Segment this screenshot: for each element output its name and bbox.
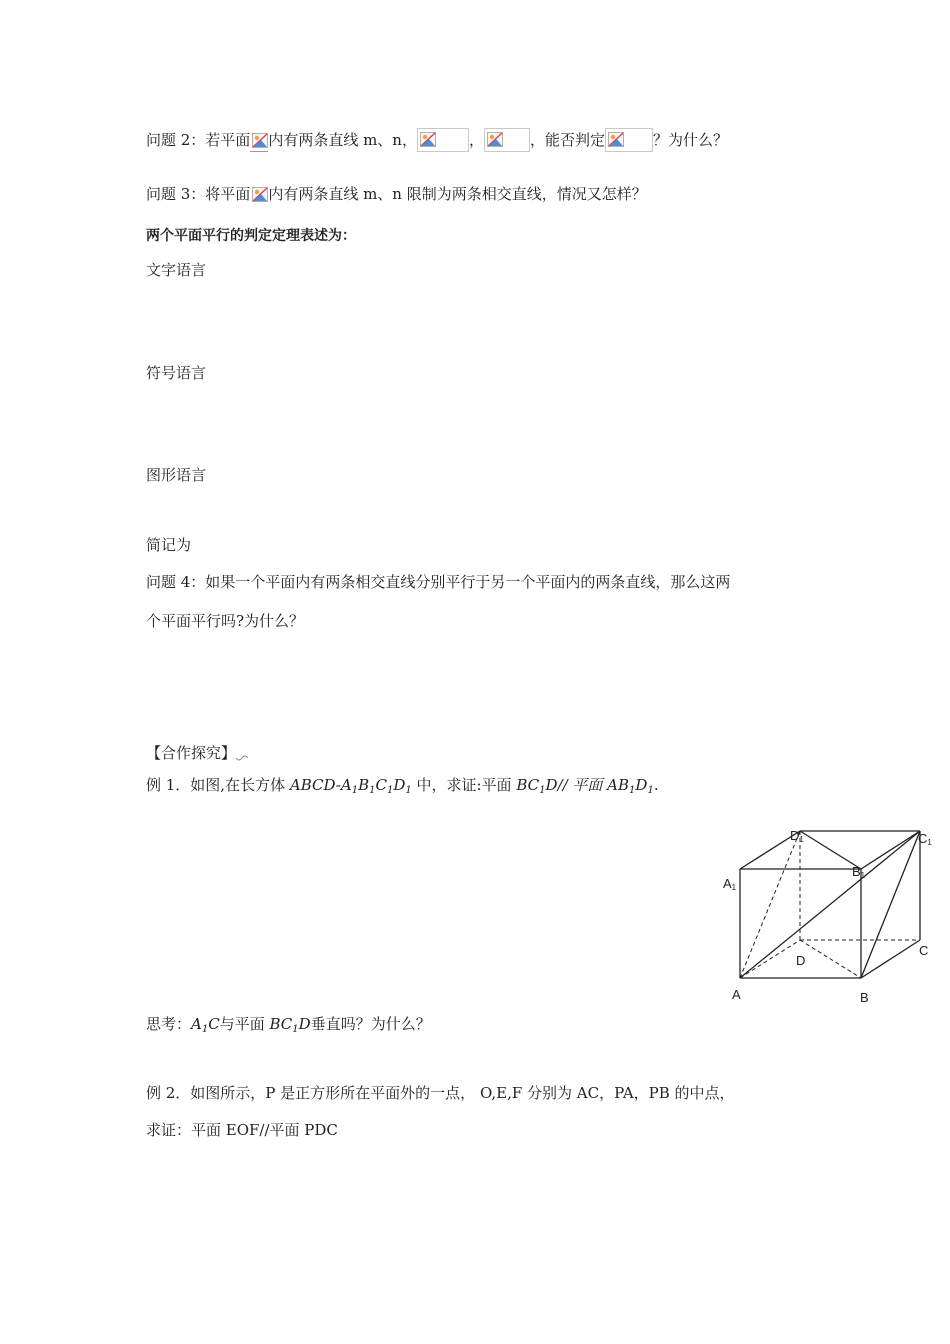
segment-B-C1	[861, 831, 920, 978]
ex1-plane-2: $AB_1D_1$	[607, 776, 654, 796]
q2-sep-2: ，能否判定	[529, 131, 605, 149]
example-2-line-2: 求证：平面 EOF//平面 PDC	[146, 1121, 338, 1139]
label-C1: C1	[918, 831, 932, 847]
label-symbol-language: 符号语言	[146, 364, 207, 382]
section-title	[146, 743, 248, 763]
image-placeholder-icon	[417, 128, 469, 152]
q3-text-1: 问题 3：将平面	[146, 185, 251, 203]
q2-text-3: ？为什么？	[653, 131, 729, 149]
image-placeholder-icon	[250, 130, 268, 152]
think-question	[146, 1014, 431, 1040]
think-mid: 与平面	[219, 1015, 270, 1033]
image-placeholder-icon	[484, 128, 530, 152]
label-A1: A1	[723, 876, 737, 892]
edge-B1-C1	[861, 831, 920, 869]
question-2	[146, 128, 728, 152]
segment-A-C1	[740, 831, 920, 978]
edge-B-C	[861, 940, 920, 978]
q2-text-2: 内有两条直线 m、n，	[268, 131, 417, 149]
image-placeholder-icon	[605, 128, 653, 152]
question-4-line-1: 问题 4：如果一个平面内有两条相交直线分别平行于另一个平面内的两条直线，那么这两	[146, 573, 731, 591]
label-D: D	[796, 953, 806, 968]
q2-text-1: 问题 2：若平面	[146, 131, 251, 149]
ex1-mid: 中，求证:平面	[411, 776, 517, 794]
section-title-text: 【合作探究】	[146, 744, 237, 762]
ex1-plane-1: $BC_1D$	[516, 776, 558, 796]
theorem-heading: 两个平面平行的判定定理表述为：	[146, 228, 356, 244]
label-A: A	[732, 987, 741, 1002]
example-1	[146, 775, 659, 801]
think-line-A1C: $A_1C$	[191, 1015, 220, 1035]
squiggle-mark-icon	[236, 754, 248, 762]
q2-sep-1: ，	[468, 131, 484, 149]
q3-text-2: 内有两条直线 m、n 限制为两条相交直线，情况又怎样？	[268, 185, 647, 203]
image-placeholder-icon	[250, 184, 268, 206]
cuboid-figure	[718, 822, 938, 1012]
ex1-solid-name: ABCD-$A_1B_1C_1D_1$	[289, 776, 412, 796]
label-text-language: 文字语言	[146, 261, 207, 279]
label-B1: B1	[852, 864, 866, 880]
think-prefix: 思考：	[146, 1015, 192, 1033]
ex1-parallel: // 平面	[557, 776, 608, 794]
segment-A-D1	[740, 831, 800, 978]
label-figure-language: 图形语言	[146, 466, 207, 484]
label-C: C	[919, 943, 929, 958]
think-plane: $BC_1D$	[269, 1015, 311, 1035]
edge-A-D	[740, 940, 800, 978]
label-B: B	[860, 990, 869, 1005]
ex1-end: .	[653, 776, 659, 794]
question-4-line-2: 个平面平行吗?为什么？	[146, 612, 305, 630]
label-D1: D1	[790, 828, 804, 844]
question-3	[146, 184, 647, 206]
segment-D-B	[800, 940, 861, 978]
example-2-line-1: 例 2．如图所示，P 是正方形所在平面外的一点， O,E,F 分别为 AC，PA，PB 的中点，	[146, 1084, 735, 1102]
label-short-form: 简记为	[146, 536, 192, 554]
think-end: 垂直吗？为什么？	[310, 1015, 431, 1033]
ex1-prefix: 例 1．如图,在长方体	[146, 776, 290, 794]
